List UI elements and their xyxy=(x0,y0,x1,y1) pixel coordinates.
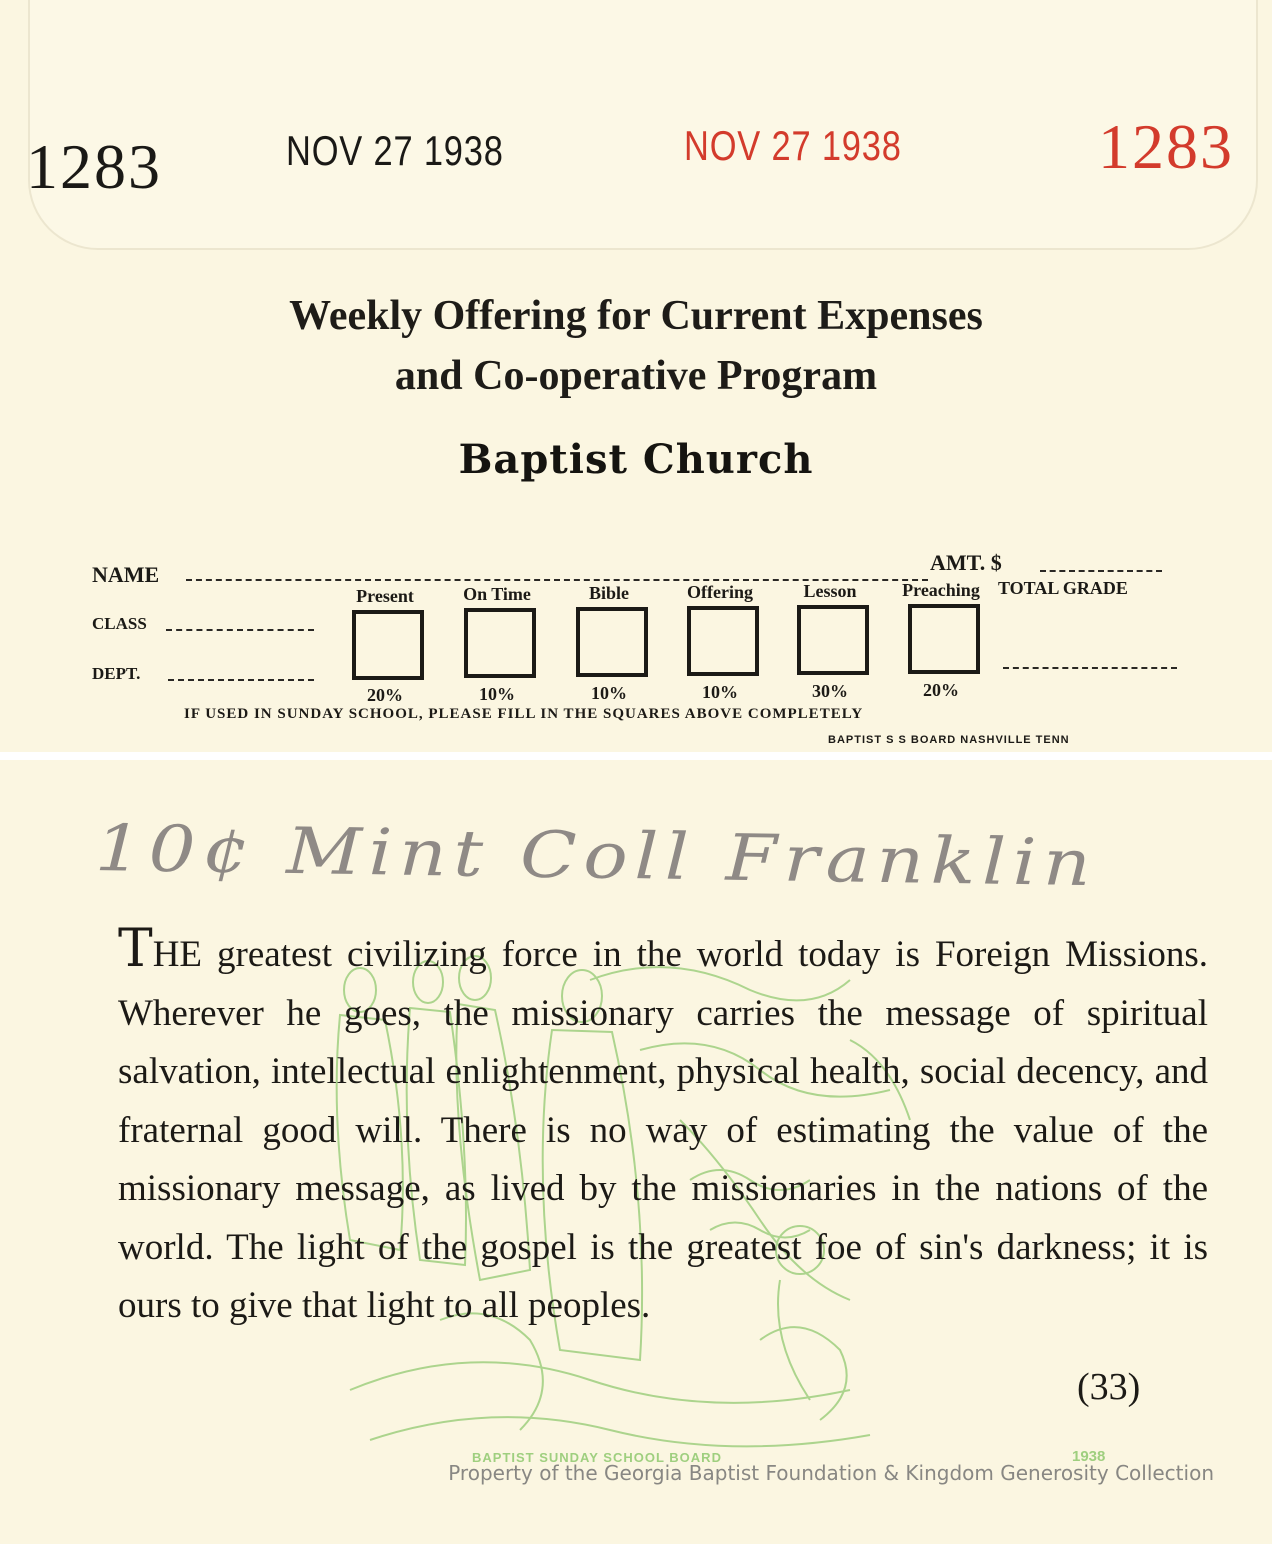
grade-label-present: Present xyxy=(356,586,414,606)
page-number: (33) xyxy=(1077,1366,1141,1408)
grade-box-lesson xyxy=(797,605,869,675)
collection-watermark: Property of the Georgia Baptist Foundation & Kingdom Generosity Collection xyxy=(448,1461,1214,1485)
grade-box-offering xyxy=(687,606,759,676)
grade-box-preaching xyxy=(908,604,980,674)
grade-label-preaching: Preaching xyxy=(902,580,980,600)
offering-title-line1: Weekly Offering for Current Expenses xyxy=(289,293,983,339)
amount-label: AMT. $ xyxy=(930,550,1002,575)
grade-label-offering: Offering xyxy=(687,582,753,602)
grade-percent-preaching: 20% xyxy=(923,680,959,700)
grade-percent-bible: 10% xyxy=(591,683,627,703)
class-line xyxy=(166,629,314,631)
drop-cap: T xyxy=(118,919,153,979)
grade-box-present xyxy=(352,610,424,680)
total-grade-line xyxy=(1003,667,1177,669)
envelope-front xyxy=(0,0,1272,752)
envelope-back xyxy=(0,760,1272,1544)
footer-year: 1938 xyxy=(1072,1448,1106,1465)
grade-label-bible: Bible xyxy=(588,583,629,603)
publisher-imprint: BAPTIST S S BOARD NASHVILLE TENN xyxy=(828,734,1070,746)
dept-label: DEPT. xyxy=(92,664,141,683)
grade-box-bible xyxy=(576,607,648,677)
footer-publisher: BAPTIST SUNDAY SCHOOL BOARD xyxy=(472,1450,722,1465)
grade-label-lesson: Lesson xyxy=(803,581,857,601)
church-name: Baptist Church xyxy=(458,436,814,483)
name-label: NAME xyxy=(92,562,160,587)
dept-line xyxy=(168,679,314,681)
amount-line xyxy=(1040,570,1162,572)
grade-percent-present: 20% xyxy=(367,685,403,705)
class-label: CLASS xyxy=(92,614,147,633)
missions-body-text: HE greatest civilizing force in the world today is Foreign Missions. Wherever he goes, the missionary carries the message of spiritual salvation, intellectual enlightenment, physical health, social decency, and fraternal good will. There is no way of estimating the value of the missionary message, as lived by the missionaries in the nations of the world. The light of the gospel is the greatest foe of sin's darkness; it is ours to give that light to all peoples. xyxy=(118,934,1208,1326)
stamp-date-right: NOV 27 1938 xyxy=(684,122,902,169)
stamp-number-left: 1283 xyxy=(26,131,162,202)
handwritten-note: 10¢ Mint Coll Franklin xyxy=(94,812,1099,902)
grade-box-on-time xyxy=(464,608,536,678)
offering-title-line2: and Co-operative Program xyxy=(394,353,878,399)
stamp-date-left: NOV 27 1938 xyxy=(286,127,504,174)
missions-paragraph xyxy=(118,920,1208,1336)
total-grade-label: TOTAL GRADE xyxy=(998,578,1128,598)
grade-percent-lesson: 30% xyxy=(812,681,848,701)
envelope-flap xyxy=(28,0,1258,250)
grade-percent-offering: 10% xyxy=(702,682,738,702)
stamp-number-right: 1283 xyxy=(1098,111,1234,182)
sunday-school-instructions: IF USED IN SUNDAY SCHOOL, PLEASE FILL IN THE SQUARES ABOVE COMPLETELY xyxy=(184,706,864,722)
grade-percent-on-time: 10% xyxy=(479,684,515,704)
grade-label-on-time: On Time xyxy=(463,584,531,604)
